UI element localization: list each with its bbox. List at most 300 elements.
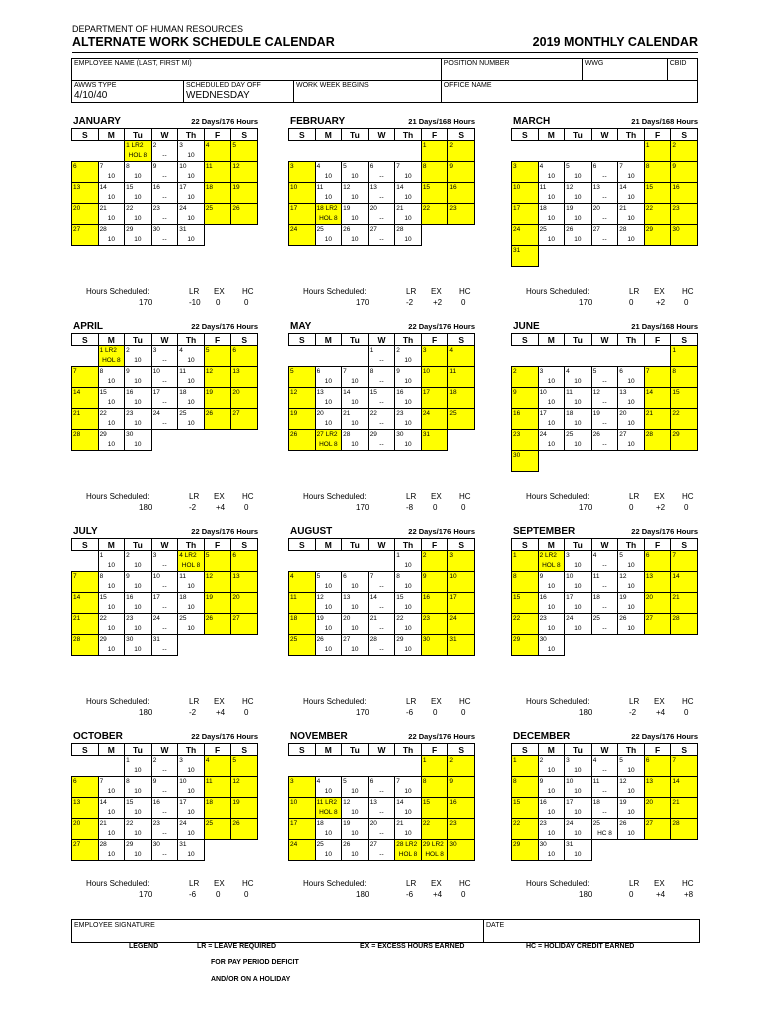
day-cell[interactable] bbox=[591, 409, 618, 430]
day-cell[interactable] bbox=[231, 798, 258, 819]
day-cell[interactable] bbox=[72, 409, 99, 430]
day-cell[interactable] bbox=[421, 551, 448, 572]
day-cell[interactable] bbox=[98, 388, 125, 409]
day-cell[interactable] bbox=[671, 430, 698, 451]
day-cell[interactable] bbox=[72, 572, 99, 593]
day-cell[interactable] bbox=[448, 141, 475, 162]
day-cell[interactable] bbox=[151, 777, 178, 798]
day-cell[interactable] bbox=[644, 225, 671, 246]
day-cell[interactable] bbox=[512, 593, 539, 614]
day-cell[interactable] bbox=[395, 204, 422, 225]
day-cell[interactable] bbox=[565, 551, 592, 572]
day-cell[interactable] bbox=[98, 798, 125, 819]
day-cell[interactable] bbox=[448, 367, 475, 388]
day-cell[interactable] bbox=[395, 367, 422, 388]
day-cell[interactable] bbox=[395, 346, 422, 367]
day-cell[interactable] bbox=[151, 204, 178, 225]
day-cell[interactable] bbox=[231, 162, 258, 183]
day-cell[interactable] bbox=[421, 635, 448, 656]
day-cell[interactable] bbox=[644, 798, 671, 819]
day-cell[interactable] bbox=[618, 756, 645, 777]
day-cell[interactable] bbox=[204, 551, 231, 572]
day-cell[interactable] bbox=[512, 756, 539, 777]
day-cell[interactable] bbox=[512, 162, 539, 183]
day-cell[interactable] bbox=[178, 777, 205, 798]
day-cell[interactable] bbox=[72, 430, 99, 451]
day-cell[interactable] bbox=[368, 409, 395, 430]
day-cell[interactable] bbox=[512, 798, 539, 819]
day-cell[interactable] bbox=[448, 572, 475, 593]
day-cell[interactable] bbox=[448, 756, 475, 777]
day-cell[interactable] bbox=[538, 430, 565, 451]
day-cell[interactable] bbox=[231, 777, 258, 798]
day-cell[interactable] bbox=[565, 225, 592, 246]
day-cell[interactable] bbox=[98, 204, 125, 225]
day-cell[interactable] bbox=[618, 388, 645, 409]
day-cell[interactable] bbox=[512, 367, 539, 388]
day-cell[interactable] bbox=[618, 409, 645, 430]
day-cell[interactable] bbox=[125, 756, 152, 777]
day-cell[interactable] bbox=[98, 183, 125, 204]
day-cell[interactable] bbox=[644, 819, 671, 840]
day-cell[interactable] bbox=[151, 635, 178, 656]
day-cell[interactable] bbox=[395, 409, 422, 430]
day-cell[interactable] bbox=[618, 798, 645, 819]
day-cell[interactable] bbox=[512, 614, 539, 635]
day-cell[interactable] bbox=[125, 777, 152, 798]
day-cell[interactable] bbox=[151, 346, 178, 367]
day-cell[interactable] bbox=[565, 204, 592, 225]
day-cell[interactable] bbox=[98, 572, 125, 593]
day-cell[interactable] bbox=[421, 572, 448, 593]
day-cell[interactable] bbox=[671, 141, 698, 162]
day-cell[interactable] bbox=[98, 409, 125, 430]
day-cell[interactable] bbox=[512, 451, 539, 472]
day-cell[interactable] bbox=[151, 819, 178, 840]
day-cell[interactable] bbox=[125, 225, 152, 246]
day-cell[interactable] bbox=[671, 367, 698, 388]
day-cell[interactable] bbox=[315, 225, 342, 246]
day-cell[interactable] bbox=[342, 593, 369, 614]
day-cell[interactable] bbox=[644, 367, 671, 388]
day-cell[interactable] bbox=[289, 572, 316, 593]
day-cell[interactable] bbox=[289, 635, 316, 656]
day-cell[interactable] bbox=[178, 572, 205, 593]
day-cell[interactable] bbox=[289, 430, 316, 451]
day-cell[interactable] bbox=[565, 367, 592, 388]
day-cell[interactable] bbox=[315, 430, 342, 451]
day-cell[interactable] bbox=[448, 409, 475, 430]
day-cell[interactable] bbox=[565, 777, 592, 798]
day-cell[interactable] bbox=[231, 551, 258, 572]
day-cell[interactable] bbox=[618, 183, 645, 204]
day-cell[interactable] bbox=[368, 346, 395, 367]
day-cell[interactable] bbox=[448, 614, 475, 635]
day-cell[interactable] bbox=[204, 798, 231, 819]
day-cell[interactable] bbox=[538, 183, 565, 204]
day-cell[interactable] bbox=[342, 798, 369, 819]
day-cell[interactable] bbox=[421, 409, 448, 430]
day-cell[interactable] bbox=[342, 430, 369, 451]
day-cell[interactable] bbox=[178, 204, 205, 225]
day-cell[interactable] bbox=[368, 572, 395, 593]
day-cell[interactable] bbox=[671, 551, 698, 572]
day-cell[interactable] bbox=[231, 409, 258, 430]
day-cell[interactable] bbox=[178, 593, 205, 614]
day-cell[interactable] bbox=[421, 756, 448, 777]
day-cell[interactable] bbox=[98, 777, 125, 798]
day-cell[interactable] bbox=[565, 798, 592, 819]
day-cell[interactable] bbox=[98, 551, 125, 572]
day-cell[interactable] bbox=[448, 635, 475, 656]
day-cell[interactable] bbox=[565, 819, 592, 840]
day-cell[interactable] bbox=[368, 777, 395, 798]
day-cell[interactable] bbox=[204, 388, 231, 409]
day-cell[interactable] bbox=[395, 777, 422, 798]
day-cell[interactable] bbox=[591, 614, 618, 635]
day-cell[interactable] bbox=[178, 819, 205, 840]
day-cell[interactable] bbox=[289, 614, 316, 635]
day-cell[interactable] bbox=[315, 614, 342, 635]
day-cell[interactable] bbox=[448, 162, 475, 183]
day-cell[interactable] bbox=[565, 756, 592, 777]
awws-type-field[interactable] bbox=[72, 81, 184, 103]
day-cell[interactable] bbox=[72, 225, 99, 246]
day-cell[interactable] bbox=[395, 225, 422, 246]
day-cell[interactable] bbox=[178, 551, 205, 572]
day-cell[interactable] bbox=[618, 614, 645, 635]
day-cell[interactable] bbox=[591, 819, 618, 840]
day-cell[interactable] bbox=[644, 614, 671, 635]
day-cell[interactable] bbox=[72, 798, 99, 819]
day-cell[interactable] bbox=[538, 409, 565, 430]
day-cell[interactable] bbox=[395, 430, 422, 451]
day-cell[interactable] bbox=[204, 777, 231, 798]
day-cell[interactable] bbox=[448, 183, 475, 204]
day-cell[interactable] bbox=[448, 819, 475, 840]
day-cell[interactable] bbox=[421, 819, 448, 840]
day-cell[interactable] bbox=[204, 572, 231, 593]
day-cell[interactable] bbox=[72, 388, 99, 409]
day-cell[interactable] bbox=[618, 819, 645, 840]
day-cell[interactable] bbox=[591, 162, 618, 183]
day-cell[interactable] bbox=[538, 635, 565, 656]
day-cell[interactable] bbox=[98, 840, 125, 861]
day-cell[interactable] bbox=[72, 635, 99, 656]
day-cell[interactable] bbox=[395, 635, 422, 656]
day-cell[interactable] bbox=[421, 614, 448, 635]
day-cell[interactable] bbox=[178, 409, 205, 430]
day-cell[interactable] bbox=[644, 409, 671, 430]
day-cell[interactable] bbox=[289, 593, 316, 614]
day-cell[interactable] bbox=[98, 430, 125, 451]
day-cell[interactable] bbox=[538, 756, 565, 777]
day-cell[interactable] bbox=[72, 777, 99, 798]
day-cell[interactable] bbox=[618, 593, 645, 614]
day-cell[interactable] bbox=[591, 225, 618, 246]
day-cell[interactable] bbox=[448, 840, 475, 861]
day-cell[interactable] bbox=[125, 635, 152, 656]
day-cell[interactable] bbox=[315, 409, 342, 430]
day-cell[interactable] bbox=[395, 388, 422, 409]
day-cell[interactable] bbox=[395, 819, 422, 840]
day-cell[interactable] bbox=[204, 141, 231, 162]
day-cell[interactable] bbox=[231, 614, 258, 635]
day-cell[interactable] bbox=[421, 346, 448, 367]
day-cell[interactable] bbox=[538, 614, 565, 635]
day-cell[interactable] bbox=[512, 819, 539, 840]
day-cell[interactable] bbox=[591, 388, 618, 409]
day-cell[interactable] bbox=[204, 367, 231, 388]
day-cell[interactable] bbox=[565, 409, 592, 430]
day-cell[interactable] bbox=[421, 777, 448, 798]
day-cell[interactable] bbox=[421, 162, 448, 183]
day-cell[interactable] bbox=[289, 819, 316, 840]
day-cell[interactable] bbox=[125, 572, 152, 593]
cbid-field[interactable] bbox=[667, 59, 697, 81]
day-cell[interactable] bbox=[565, 183, 592, 204]
day-cell[interactable] bbox=[178, 388, 205, 409]
day-cell[interactable] bbox=[315, 777, 342, 798]
day-cell[interactable] bbox=[72, 819, 99, 840]
day-cell[interactable] bbox=[421, 430, 448, 451]
day-cell[interactable] bbox=[342, 204, 369, 225]
day-cell[interactable] bbox=[591, 551, 618, 572]
position-number-field[interactable] bbox=[441, 59, 582, 81]
day-cell[interactable] bbox=[538, 162, 565, 183]
day-cell[interactable] bbox=[98, 635, 125, 656]
day-cell[interactable] bbox=[342, 635, 369, 656]
day-cell[interactable] bbox=[671, 204, 698, 225]
day-cell[interactable] bbox=[289, 367, 316, 388]
day-cell[interactable] bbox=[342, 225, 369, 246]
day-cell[interactable] bbox=[151, 551, 178, 572]
day-cell[interactable] bbox=[368, 162, 395, 183]
day-cell[interactable] bbox=[125, 840, 152, 861]
day-cell[interactable] bbox=[342, 388, 369, 409]
day-cell[interactable] bbox=[395, 840, 422, 861]
day-cell[interactable] bbox=[98, 593, 125, 614]
day-cell[interactable] bbox=[315, 388, 342, 409]
day-cell[interactable] bbox=[671, 162, 698, 183]
day-cell[interactable] bbox=[315, 183, 342, 204]
day-cell[interactable] bbox=[342, 840, 369, 861]
day-cell[interactable] bbox=[538, 593, 565, 614]
day-cell[interactable] bbox=[342, 183, 369, 204]
day-cell[interactable] bbox=[125, 430, 152, 451]
day-cell[interactable] bbox=[671, 614, 698, 635]
day-cell[interactable] bbox=[565, 388, 592, 409]
day-cell[interactable] bbox=[342, 614, 369, 635]
day-cell[interactable] bbox=[512, 551, 539, 572]
day-cell[interactable] bbox=[512, 635, 539, 656]
day-cell[interactable] bbox=[125, 141, 152, 162]
day-cell[interactable] bbox=[289, 183, 316, 204]
day-cell[interactable] bbox=[289, 204, 316, 225]
day-cell[interactable] bbox=[125, 183, 152, 204]
day-cell[interactable] bbox=[289, 162, 316, 183]
day-cell[interactable] bbox=[421, 593, 448, 614]
day-cell[interactable] bbox=[448, 593, 475, 614]
day-cell[interactable] bbox=[644, 204, 671, 225]
day-cell[interactable] bbox=[151, 141, 178, 162]
day-cell[interactable] bbox=[538, 204, 565, 225]
day-cell[interactable] bbox=[512, 572, 539, 593]
day-cell[interactable] bbox=[315, 367, 342, 388]
day-cell[interactable] bbox=[342, 367, 369, 388]
day-cell[interactable] bbox=[448, 798, 475, 819]
day-cell[interactable] bbox=[618, 204, 645, 225]
day-cell[interactable] bbox=[565, 840, 592, 861]
day-cell[interactable] bbox=[342, 409, 369, 430]
day-cell[interactable] bbox=[231, 183, 258, 204]
day-off-field[interactable] bbox=[184, 81, 294, 103]
day-cell[interactable] bbox=[671, 593, 698, 614]
day-cell[interactable] bbox=[395, 551, 422, 572]
day-cell[interactable] bbox=[421, 141, 448, 162]
day-cell[interactable] bbox=[618, 430, 645, 451]
day-cell[interactable] bbox=[72, 840, 99, 861]
day-cell[interactable] bbox=[178, 798, 205, 819]
day-cell[interactable] bbox=[512, 246, 539, 267]
day-cell[interactable] bbox=[231, 572, 258, 593]
day-cell[interactable] bbox=[98, 162, 125, 183]
day-cell[interactable] bbox=[448, 346, 475, 367]
day-cell[interactable] bbox=[231, 346, 258, 367]
day-cell[interactable] bbox=[98, 819, 125, 840]
day-cell[interactable] bbox=[644, 141, 671, 162]
day-cell[interactable] bbox=[151, 756, 178, 777]
day-cell[interactable] bbox=[618, 777, 645, 798]
day-cell[interactable] bbox=[421, 183, 448, 204]
day-cell[interactable] bbox=[178, 183, 205, 204]
day-cell[interactable] bbox=[671, 388, 698, 409]
day-cell[interactable] bbox=[591, 183, 618, 204]
day-cell[interactable] bbox=[671, 409, 698, 430]
day-cell[interactable] bbox=[204, 346, 231, 367]
day-cell[interactable] bbox=[591, 430, 618, 451]
day-cell[interactable] bbox=[644, 430, 671, 451]
day-cell[interactable] bbox=[421, 388, 448, 409]
day-cell[interactable] bbox=[368, 819, 395, 840]
day-cell[interactable] bbox=[315, 840, 342, 861]
day-cell[interactable] bbox=[368, 388, 395, 409]
day-cell[interactable] bbox=[512, 183, 539, 204]
day-cell[interactable] bbox=[644, 388, 671, 409]
day-cell[interactable] bbox=[671, 572, 698, 593]
day-cell[interactable] bbox=[368, 204, 395, 225]
office-name-field[interactable] bbox=[441, 81, 697, 103]
day-cell[interactable] bbox=[125, 162, 152, 183]
day-cell[interactable] bbox=[342, 572, 369, 593]
day-cell[interactable] bbox=[125, 367, 152, 388]
day-cell[interactable] bbox=[538, 840, 565, 861]
day-cell[interactable] bbox=[125, 409, 152, 430]
day-cell[interactable] bbox=[178, 840, 205, 861]
day-cell[interactable] bbox=[342, 162, 369, 183]
day-cell[interactable] bbox=[151, 225, 178, 246]
day-cell[interactable] bbox=[538, 551, 565, 572]
day-cell[interactable] bbox=[151, 183, 178, 204]
day-cell[interactable] bbox=[204, 162, 231, 183]
day-cell[interactable] bbox=[421, 798, 448, 819]
day-cell[interactable] bbox=[178, 756, 205, 777]
day-cell[interactable] bbox=[644, 183, 671, 204]
day-cell[interactable] bbox=[151, 367, 178, 388]
day-cell[interactable] bbox=[368, 367, 395, 388]
day-cell[interactable] bbox=[644, 162, 671, 183]
day-cell[interactable] bbox=[538, 777, 565, 798]
day-cell[interactable] bbox=[368, 225, 395, 246]
day-cell[interactable] bbox=[618, 162, 645, 183]
day-cell[interactable] bbox=[231, 141, 258, 162]
day-cell[interactable] bbox=[231, 388, 258, 409]
day-cell[interactable] bbox=[512, 409, 539, 430]
day-cell[interactable] bbox=[368, 183, 395, 204]
day-cell[interactable] bbox=[178, 614, 205, 635]
day-cell[interactable] bbox=[125, 551, 152, 572]
day-cell[interactable] bbox=[591, 204, 618, 225]
day-cell[interactable] bbox=[591, 572, 618, 593]
day-cell[interactable] bbox=[618, 367, 645, 388]
day-cell[interactable] bbox=[395, 798, 422, 819]
day-cell[interactable] bbox=[125, 614, 152, 635]
day-cell[interactable] bbox=[565, 430, 592, 451]
day-cell[interactable] bbox=[368, 614, 395, 635]
day-cell[interactable] bbox=[125, 819, 152, 840]
day-cell[interactable] bbox=[178, 346, 205, 367]
day-cell[interactable] bbox=[98, 225, 125, 246]
day-cell[interactable] bbox=[204, 593, 231, 614]
day-cell[interactable] bbox=[368, 798, 395, 819]
day-cell[interactable] bbox=[178, 141, 205, 162]
day-cell[interactable] bbox=[591, 367, 618, 388]
day-cell[interactable] bbox=[315, 798, 342, 819]
day-cell[interactable] bbox=[368, 593, 395, 614]
day-cell[interactable] bbox=[289, 409, 316, 430]
wwg-field[interactable] bbox=[582, 59, 667, 81]
employee-name-field[interactable] bbox=[72, 59, 442, 81]
day-cell[interactable] bbox=[125, 346, 152, 367]
day-cell[interactable] bbox=[231, 756, 258, 777]
day-cell[interactable] bbox=[204, 756, 231, 777]
day-cell[interactable] bbox=[289, 225, 316, 246]
day-cell[interactable] bbox=[591, 777, 618, 798]
day-cell[interactable] bbox=[671, 777, 698, 798]
day-cell[interactable] bbox=[368, 840, 395, 861]
day-cell[interactable] bbox=[151, 162, 178, 183]
day-cell[interactable] bbox=[512, 388, 539, 409]
day-cell[interactable] bbox=[315, 593, 342, 614]
day-cell[interactable] bbox=[231, 367, 258, 388]
day-cell[interactable] bbox=[644, 572, 671, 593]
day-cell[interactable] bbox=[204, 819, 231, 840]
day-cell[interactable] bbox=[315, 819, 342, 840]
day-cell[interactable] bbox=[231, 593, 258, 614]
day-cell[interactable] bbox=[151, 593, 178, 614]
day-cell[interactable] bbox=[671, 225, 698, 246]
day-cell[interactable] bbox=[644, 593, 671, 614]
day-cell[interactable] bbox=[315, 162, 342, 183]
day-cell[interactable] bbox=[448, 204, 475, 225]
day-cell[interactable] bbox=[125, 204, 152, 225]
day-cell[interactable] bbox=[618, 572, 645, 593]
day-cell[interactable] bbox=[512, 204, 539, 225]
day-cell[interactable] bbox=[421, 204, 448, 225]
day-cell[interactable] bbox=[565, 614, 592, 635]
day-cell[interactable] bbox=[72, 367, 99, 388]
day-cell[interactable] bbox=[151, 840, 178, 861]
